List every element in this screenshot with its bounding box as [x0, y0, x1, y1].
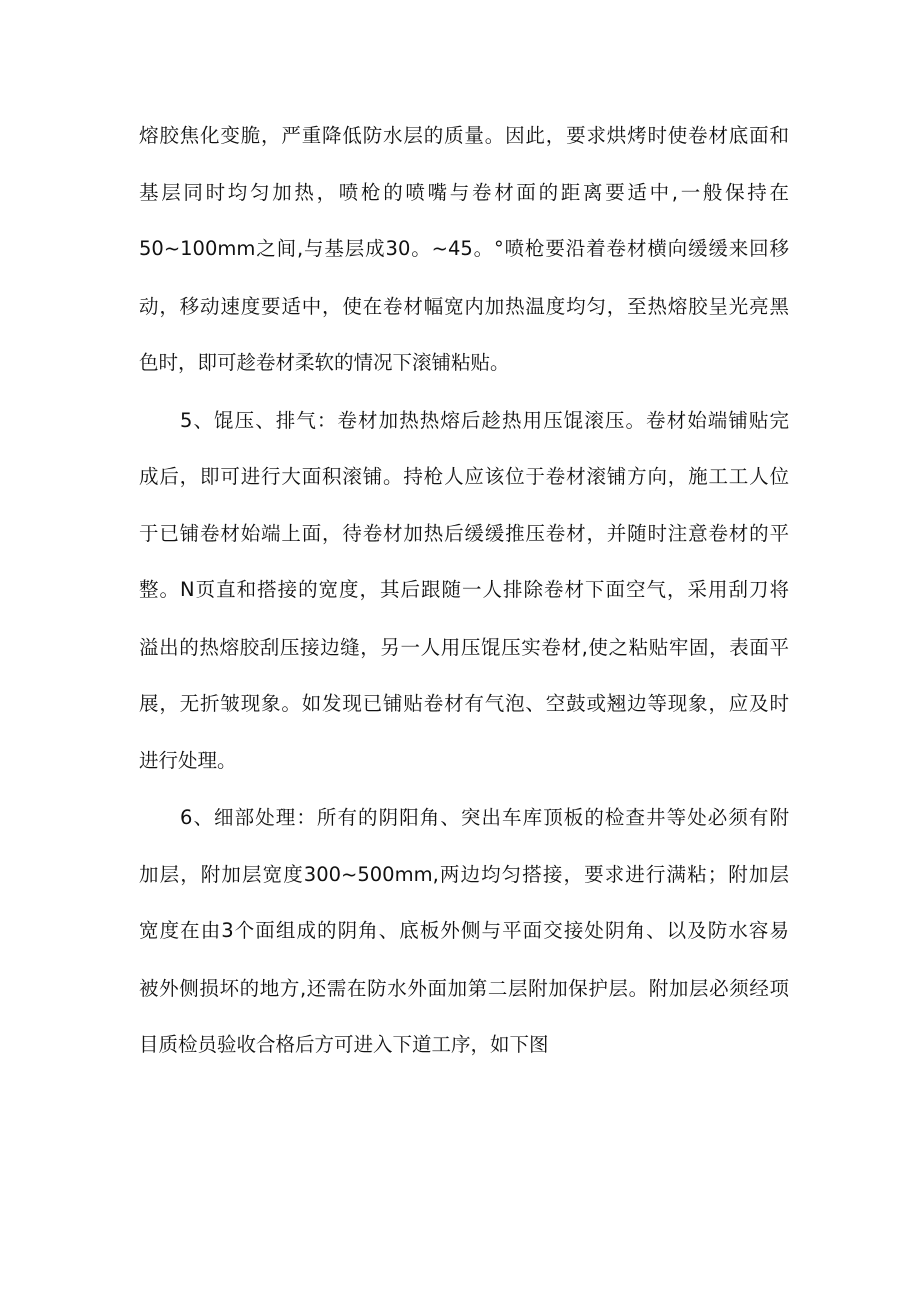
- paragraph-2-line-6: 展，无折皱现象。如发现已铺贴卷材有气泡、空鼓或翘边等现象，应及时: [139, 692, 789, 715]
- paragraph-2-line-7: 进行处理。: [139, 749, 237, 772]
- paragraph-3-line-3: 宽度在由3个面组成的阴角、底板外侧与平面交接处阴角、以及防水容易: [139, 919, 789, 942]
- paragraph-1-line-1: 熔胶焦化变脆，严重降低防水层的质量。因此，要求烘烤时使卷材底面和: [139, 124, 789, 147]
- paragraph-3-line-4: 被外侧损坏的地方,还需在防水外面加第二层附加保护层。附加层必须经项: [139, 977, 789, 1000]
- paragraph-2-line-1: 5、馄压、排气：卷材加热热熔后趁热用压馄滚压。卷材始端铺贴完: [180, 409, 789, 432]
- paragraph-2-line-3: 于已铺卷材始端上面，待卷材加热后缓缓推压卷材，并随时注意卷材的平: [139, 522, 789, 545]
- paragraph-3-line-1: 6、细部处理：所有的阴阳角、突出车库顶板的检查井等处必须有附: [180, 806, 789, 829]
- paragraph-3-line-2: 加层，附加层宽度300~500mm,两边均匀搭接，要求进行满粘；附加层: [139, 863, 789, 886]
- paragraph-1-line-2: 基层同时均匀加热，喷枪的喷嘴与卷材面的距离要适中,一般保持在: [139, 181, 789, 204]
- paragraph-3-line-5: 目质检员验收合格后方可进入下道工序，如下图: [139, 1033, 549, 1056]
- paragraph-1-line-3: 50~100mm之间,与基层成30。~45。°喷枪要沿着卷材横向缓缓来回移: [139, 237, 789, 260]
- paragraph-2-line-2: 成后，即可进行大面积滚铺。持枪人应该位于卷材滚铺方向，施工工人位: [139, 465, 789, 488]
- paragraph-2-line-4: 整。N页直和搭接的宽度，其后跟随一人排除卷材下面空气，采用刮刀将: [139, 578, 789, 601]
- paragraph-1-line-4: 动，移动速度要适中，使在卷材幅宽内加热温度均匀，至热熔胶呈光亮黑: [139, 295, 789, 318]
- paragraph-2-line-5: 溢出的热熔胶刮压接边缝，另一人用压馄压实卷材,使之粘贴牢固，表面平: [139, 636, 789, 659]
- paragraph-1-line-5: 色时，即可趁卷材柔软的情况下滚铺粘贴。: [139, 351, 510, 374]
